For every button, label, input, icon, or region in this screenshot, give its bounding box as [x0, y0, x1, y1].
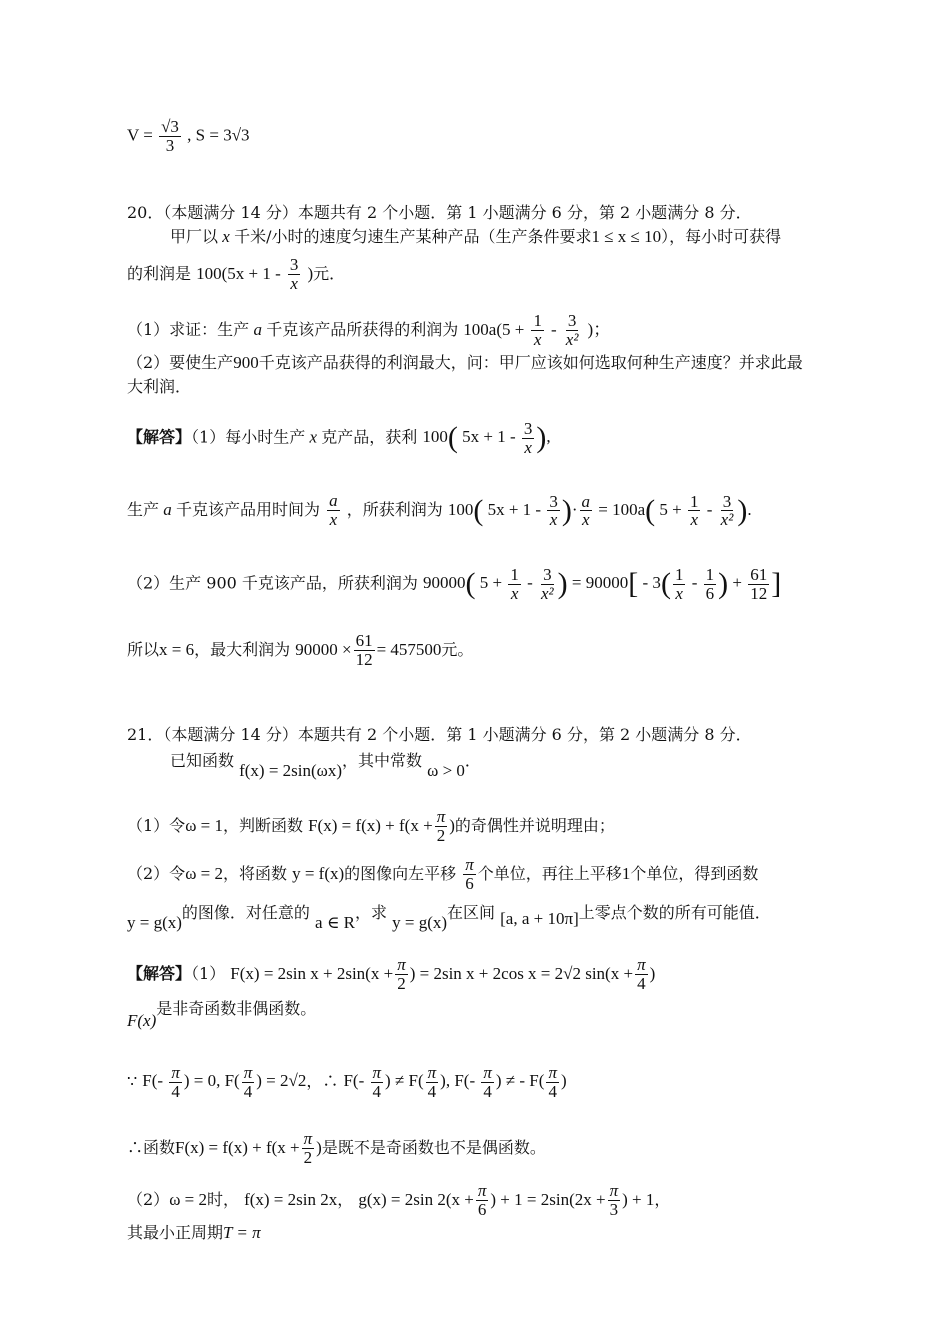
q20-part2-line2: 大利润． [127, 377, 192, 396]
q21-intro: 已知函数 f(x) = 2sin(ωx)，其中常数 ω > 0． [170, 751, 481, 780]
q21-answer-line6: 其最小正周期T = π [127, 1223, 261, 1242]
q21-part2-line1: （2）令ω = 2，将函数 y = f(x)的图像向左平移 $\frac{\pi}{6}$ 个单位，再往上平移1个单位，得到函数 [127, 855, 759, 893]
q20-intro-line2: 的利润是 100(5x + 1 - $\frac{3}{x}$ )元． [127, 255, 346, 293]
q21-part1: （1）令ω = 1，判断函数 F(x) = f(x) + f(x + $\frac{\pi}{2}$ )的奇偶性并说明理由； [127, 807, 615, 845]
q20-part2-line1: （2）要使生产900千克该产品获得的利润最大，问：甲厂应该如何选取何种生产速度？并求此最 [127, 353, 803, 372]
q20-answer-line1: 【解答】（1）每小时生产 x 克产品，获利 100( 5x + 1 - $\frac{3}{x}$ ), [127, 419, 551, 457]
q20-answer-line3: （2）生产 900 千克该产品，所获利润为 90000( 5 + $\frac{1}{x}$ - $\frac{3}{\text{x²}}$ ) = 90000[ - 3( $\frac{1}{x}$ - $\frac{1}{6}$ ) + $\frac{61}{12}$ ] [127, 565, 782, 603]
q20-answer-line2: 生产 a 千克该产品用时间为 $\frac{a}{x}$ ，所获利润为 100( 5x + 1 - $\frac{3}{x}$ )· $\frac{a}{x}$ = 100a( 5 + $\frac{1}{x}$ - $\frac{3}{\text{x²}}$ ). [127, 491, 752, 530]
q20-answer-line4: 所以x = 6，最大利润为 90000 × $\frac{61}{12}$ = 457500元。 [127, 631, 474, 669]
q20-part1: （1）求证：生产 a 千克该产品所获得的利润为 100a(5 + $\frac{1}{x}$ - $\frac{3}{\text{x²}}$ )； [127, 311, 611, 349]
q21-answer-line4: ∴函数F(x) = f(x) + f(x + $\frac{\pi}{2}$ )是既不是奇函数也不是偶函数。 [127, 1129, 546, 1167]
v-label: V = [127, 125, 153, 145]
q21-part2-line2: y = g(x)的图像．对任意的 a ∈ R，求 y = g(x)在区间 [a, a + 10π]上零点个数的所有可能值． [127, 903, 771, 932]
q21-answer-line3: ∵ F(- $\frac{\pi}{4}$ ) = 0, F( $\frac{\pi}{4}$ ) = 2√2，∴ F(- $\frac{\pi}{4}$ ) ≠ F( $\frac{\pi}{4}$ ), F(- $\frac{\pi}{4}$ ) ≠ - F( $\frac{\pi}{4}$ ) [127, 1063, 567, 1101]
v-fraction: $\frac{√3}{3}$ [161, 117, 179, 155]
q20-intro-line1: 甲厂以 x 千米/小时的速度匀速生产某种产品（生产条件要求1 ≤ x ≤ 10），每小时可获得 [170, 227, 782, 246]
q21-answer-line5: （2）ω = 2时， f(x) = 2sin 2x， g(x) = 2sin 2(x + $\frac{\pi}{6}$ ) + 1 = 2sin(2x + $\frac{\pi}{3}$ ) + 1， [127, 1181, 671, 1219]
top-formula [127, 118, 250, 155]
s-value: , S = 3√3 [187, 125, 250, 145]
q21-answer-line1: 【解答】（1） F(x) = 2sin x + 2sin(x + $\frac{\pi}{2}$ ) = 2sin x + 2cos x = 2√2 sin(x + $\frac{\pi}{4}$ ) [127, 955, 656, 993]
q21-header: 21．（本题满分 14 分）本题共有 2 个小题．第 1 小题满分 6 分，第 2 小题满分 8 分． [127, 725, 752, 744]
q20-header: 20．（本题满分 14 分）本题共有 2 个小题．第 1 小题满分 6 分，第 2 小题满分 8 分． [127, 203, 752, 222]
q21-answer-line2: F(x)是非奇函数非偶函数。 [127, 999, 317, 1030]
